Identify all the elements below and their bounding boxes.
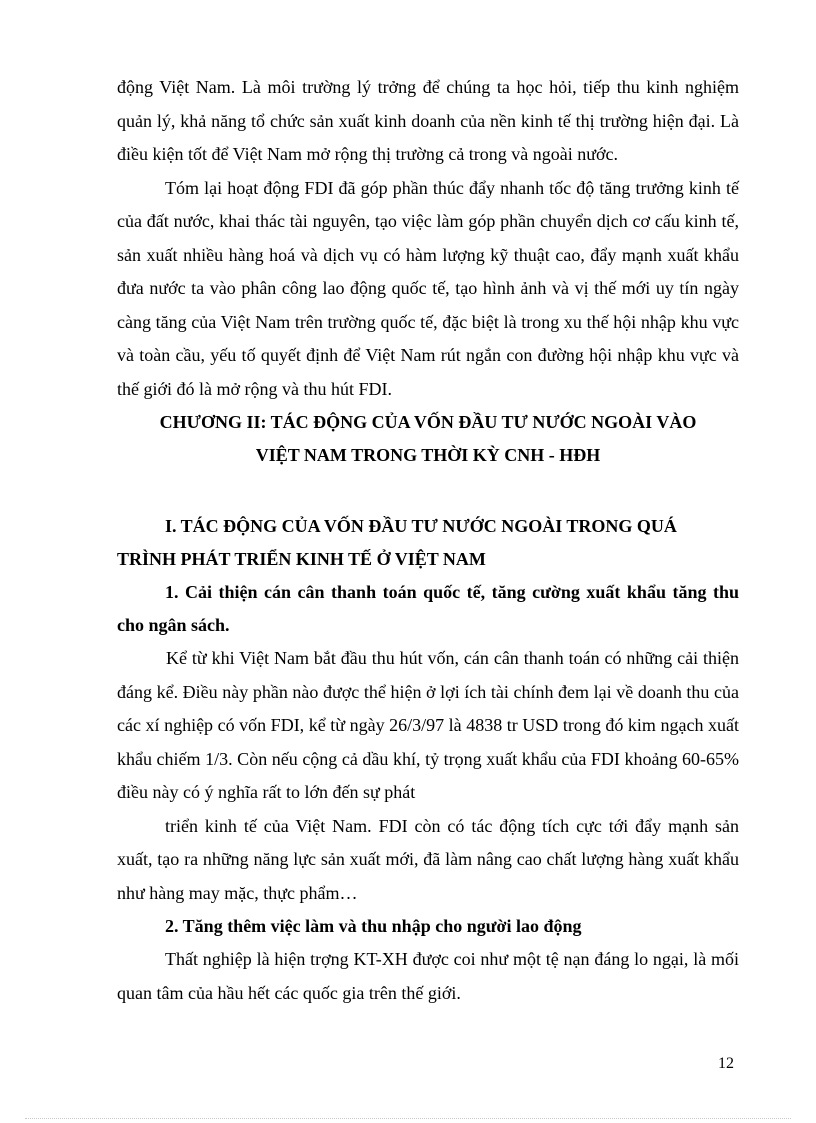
section-heading-line2: TRÌNH PHÁT TRIỂN KINH TẾ Ở VIỆT NAM (117, 549, 486, 569)
paragraph-summary: Tóm lại hoạt động FDI đã góp phần thúc đẩy nhanh tốc độ tăng trưởng kinh tế của đất nước, khai thác tài nguyên, tạo việc làm góp phần chuyển dịch cơ cấu kinh tế, sản xuất nhiều hàng hoá và dịch vụ có hàm lượng kỹ thuật cao, đẩy mạnh xuất khẩu đưa nước ta vào phân công lao động quốc tế, tạo hình ảnh và vị thế mới uy tín ngày càng tăng của Việt Nam trên trường quốc tế, đặc biệt là trong xu thế hội nhập khu vực và toàn cầu, yếu tố quyết định để Việt Nam rút ngắn con đường hội nhập khu vực và thế giới đó là mở rộng và thu hút FDI. (117, 177, 739, 399)
paragraph-development: triển kinh tế của Việt Nam. FDI còn có tác động tích cực tới đẩy mạnh sản xuất, tạo ra những năng lực sản xuất mới, đã làm nâng cao chất lượng hàng xuất khẩu như hàng may mặc, thực phẩm… (117, 815, 739, 903)
paragraph-continued: động Việt Nam. Là môi trường lý trởng để chúng ta học hỏi, tiếp thu kinh nghiệm quản lý, khả năng tổ chức sản xuất kinh doanh của nền kinh tế thị trường hiện đại. Là điều kiện tốt để Việt Nam mở rộng thị trường cả trong và ngoài nước. (117, 77, 739, 164)
chapter-title-line2: VIỆT NAM TRONG THỜI KỲ CNH - HĐH (255, 445, 601, 465)
chapter-title-line1: CHƯƠNG II: TÁC ĐỘNG CỦA VỐN ĐẦU TƯ NƯỚC NGOÀI VÀO (159, 412, 697, 432)
paragraph-unemployment: Thất nghiệp là hiện trợng KT-XH được coi như một tệ nạn đáng lo ngại, là mối quan tâm của hầu hết các quốc gia trên thế giới. (117, 949, 739, 1003)
body-text (117, 71, 739, 1010)
paragraph-balance-of-payments: Kể từ khi Việt Nam bắt đầu thu hút vốn, cán cân thanh toán có những cải thiện đáng kể. Điều này phần nào được thể hiện ở lợi ích tài chính đem lại về doanh thu của các xí nghiệp có vốn FDI, kể từ ngày 26/3/97 là 4838 tr USD trong đó kim ngạch xuất khẩu chiếm 1/3. Còn nếu cộng cả dầu khí, tỷ trọng xuất khẩu của FDI khoảng 60-65% điều này có ý nghĩa rất to lớn đến sự phát (117, 648, 739, 802)
subsection-heading-1: 1. Cải thiện cán cân thanh toán quốc tế, tăng cường xuất khẩu tăng thu cho ngân sách. (117, 582, 739, 635)
subsection-heading-2: 2. Tăng thêm việc làm và thu nhập cho người lao động (165, 916, 582, 936)
footer-divider (25, 1118, 791, 1119)
section-heading (117, 510, 739, 576)
page-number: 12 (718, 1055, 734, 1072)
section-heading-line1: I. TÁC ĐỘNG CỦA VỐN ĐẦU TƯ NƯỚC NGOÀI TRONG QUÁ (165, 516, 677, 536)
